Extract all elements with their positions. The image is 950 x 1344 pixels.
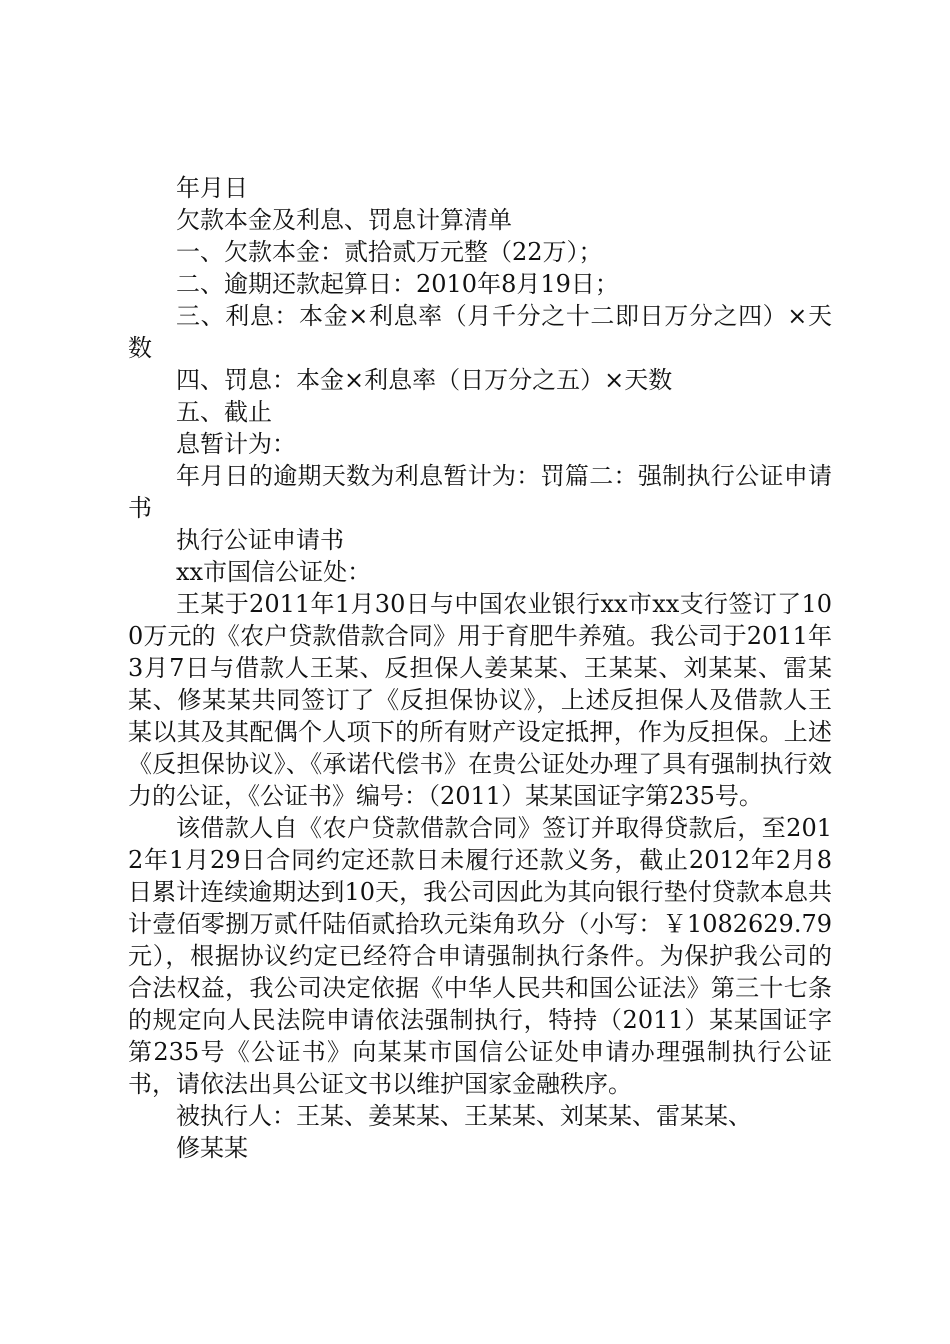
- body-paragraph: 王某于2011年1月30日与中国农业银行xx市xx支行签订了100万元的《农户贷款借款合同》用于育肥牛养殖。我公司于2011年3月7日与借款人王某、反担保人姜某某、王某某、刘某某、雷某某、修某某共同签订了《反担保协议》，上述反担保人及借款人王某以其及其配偶个人项下的所有财产设定抵押，作为反担保。上述《反担保协议》、《承诺代偿书》在贵公证处办理了具有强制执行效力的公证，《公证书》编号：（2011）某某国证字第235号。: [128, 590, 832, 810]
- list-title: 欠款本金及利息、罚息计算清单: [176, 206, 512, 234]
- application-title: 执行公证申请书: [176, 526, 344, 554]
- respondents-continued: 修某某: [176, 1134, 248, 1162]
- item-penalty: 四、罚息：本金×利息率（日万分之五）×天数: [176, 366, 673, 394]
- item-cutoff: 五、截止: [176, 398, 272, 426]
- item-interest: 三、利息：本金×利息率（月千分之十二即日万分之四）×天数: [128, 302, 832, 362]
- addressee: xx市国信公证处：: [176, 558, 372, 586]
- date-line: 年月日: [176, 174, 248, 202]
- document-body: [128, 172, 832, 1164]
- interest-tentative: 息暂计为：: [176, 430, 296, 458]
- item-principal: 一、欠款本金：贰拾贰万元整（22万）；: [176, 238, 603, 266]
- respondents-line: 被执行人：王某、姜某某、王某某、刘某某、雷某某、: [176, 1102, 752, 1130]
- item-overdue-start: 二、逾期还款起算日：2010年8月19日；: [176, 270, 619, 298]
- body-paragraph: 该借款人自《农户贷款借款合同》签订并取得贷款后，至2012年1月29日合同约定还款日未履行还款义务，截止2012年2月8日累计连续逾期达到10天，我公司因此为其向银行垫付贷款本息共计壹佰零捌万贰仟陆佰贰拾玖元柒角玖分（小写：￥1082629.79元），根据协议约定已经符合申请强制执行条件。为保护我公司的合法权益，我公司决定依据《中华人民共和国公证法》第三十七条的规定向人民法院申请依法强制执行，特持（2011）某某国证字第235号《公证书》向某某市国信公证处申请办理强制执行公证书，请依法出具公证文书以维护国家金融秩序。: [128, 814, 832, 1098]
- overdue-days-line: 年月日的逾期天数为利息暂计为：罚篇二：强制执行公证申请书: [128, 462, 832, 522]
